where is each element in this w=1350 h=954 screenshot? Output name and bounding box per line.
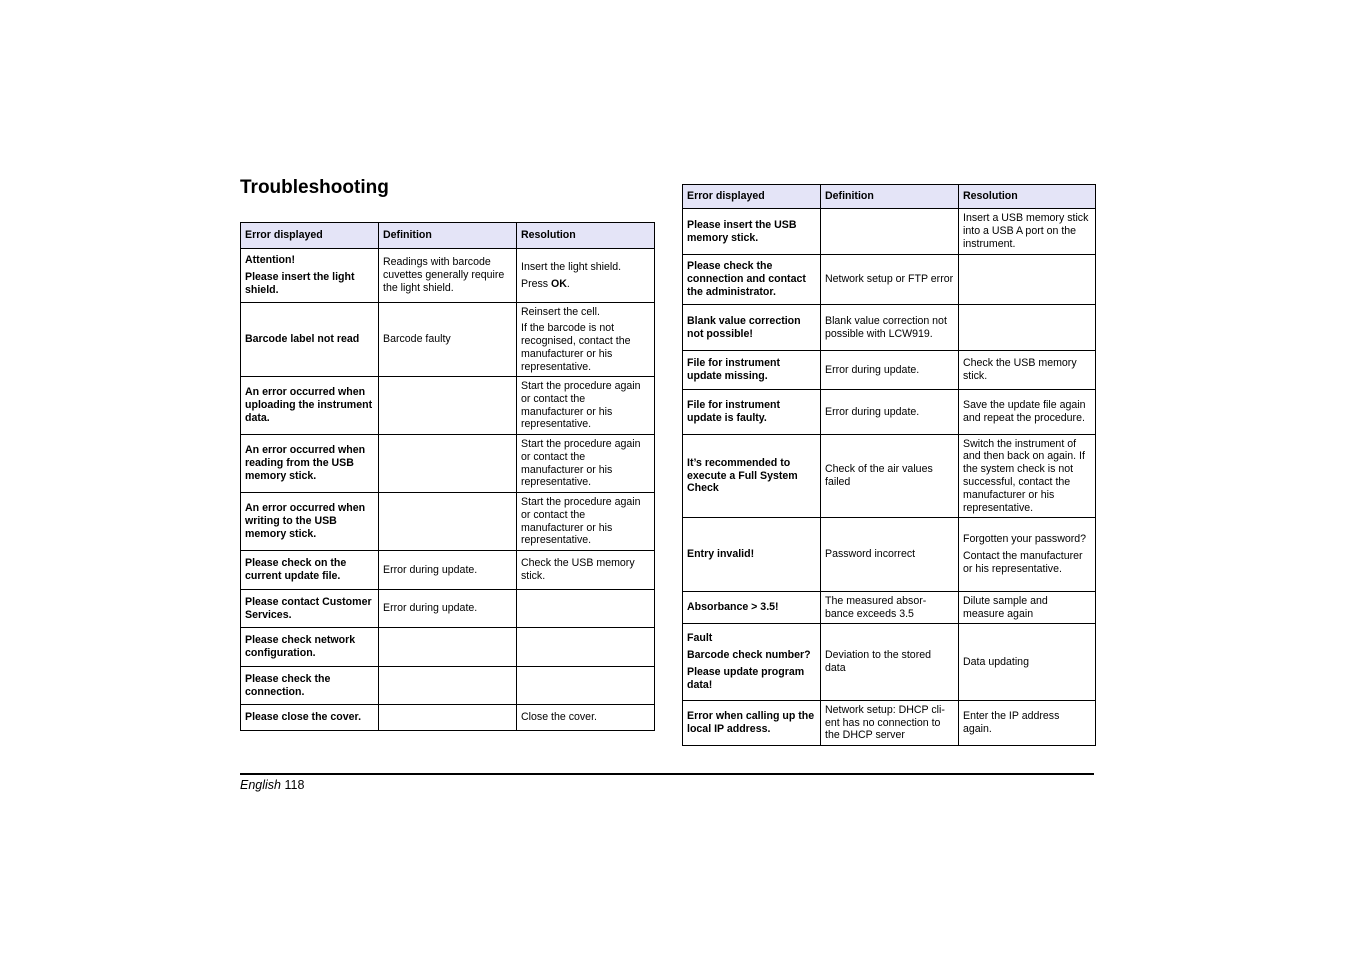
resolution-text: Insert a USB memory stick into a USB A port on the instrument. (963, 212, 1089, 250)
footer-page-number: 118 (284, 778, 305, 792)
resolution-text: Save the update file again and repeat the procedure. (963, 399, 1086, 424)
error-cell (683, 305, 821, 351)
error-text: Absorbance > 3.5! (687, 601, 779, 614)
error-text: It’s recommended to execute a Full System Check (687, 456, 798, 495)
table-row (683, 209, 1096, 255)
error-text: Error when calling up the local IP address. (687, 710, 815, 735)
definition-cell (379, 628, 517, 667)
header-error-displayed: Error displayed (241, 223, 379, 249)
error-cell (683, 701, 821, 746)
error-cell (241, 628, 379, 667)
error-cell (683, 592, 821, 624)
resolution-text: If the barcode is not recognised, contact the manufacturer or his representative. (521, 322, 631, 373)
error-text: Please contact Customer Services. (245, 595, 372, 621)
error-text: Barcode check number? (687, 649, 811, 662)
resolution-cell (517, 435, 655, 493)
error-text: An error occurred when writing to the USB memory stick. (245, 502, 366, 540)
definition-text: Blank value correction not possible with LCW919. (825, 314, 947, 340)
resolution-cell (959, 518, 1096, 592)
resolution-cell (517, 493, 655, 551)
error-text: Blank value correction not possible! (687, 314, 801, 340)
resolution-cell (959, 255, 1096, 305)
table-row (683, 624, 1096, 701)
resolution-cell (517, 551, 655, 590)
error-text: Entry invalid! (687, 548, 755, 561)
resolution-cell (517, 377, 655, 435)
resolution-cell (959, 305, 1096, 351)
table-row (241, 628, 655, 667)
resolution-text: Start the procedure again or contact the manufacturer or his representative. (521, 379, 641, 431)
table-row (241, 249, 655, 303)
table-row (241, 551, 655, 590)
error-text: Please check the connection. (245, 672, 331, 698)
definition-cell (821, 390, 959, 435)
resolution-text: Forgotten your password? (963, 533, 1087, 546)
resolution-text: Check the USB memory stick. (521, 557, 635, 582)
error-cell (241, 377, 379, 435)
error-cell (683, 624, 821, 701)
error-text: Please insert the light shield. (245, 271, 355, 296)
troubleshooting-table-right (682, 184, 1096, 746)
definition-cell (379, 377, 517, 435)
table-row (683, 701, 1096, 746)
resolution-text: Switch the instrument of and then back on again. If the system check is not successful, contact the manufacturer or his representative. (963, 437, 1085, 514)
definition-text: Error during update. (825, 363, 920, 376)
definition-cell (821, 305, 959, 351)
definition-text: Barcode faulty (383, 333, 451, 346)
error-text: Please check on the current update file. (245, 557, 347, 582)
error-cell (241, 303, 379, 377)
resolution-text: Start the procedure again or contact the manufacturer or his representative. (521, 495, 641, 547)
resolution-cell (517, 303, 655, 377)
table-row (683, 390, 1096, 435)
error-cell (683, 390, 821, 435)
error-cell (241, 249, 379, 303)
table-row (683, 592, 1096, 624)
error-text: An error occurred when reading from the USB memory stick. (245, 444, 366, 482)
definition-text: Check of the air values failed (825, 463, 933, 488)
resolution-text: Data updating (963, 655, 1029, 668)
footer-language: English (240, 778, 281, 792)
error-cell (241, 493, 379, 551)
resolution-cell (959, 592, 1096, 624)
resolution-text: Insert the light shield. (521, 260, 622, 273)
resolution-text: Dilute sample and measure again (963, 594, 1048, 620)
definition-cell (379, 493, 517, 551)
table-row (241, 435, 655, 493)
definition-text: Error during update. (383, 563, 478, 576)
definition-text: Deviation to the stored data (825, 649, 931, 674)
error-cell (683, 518, 821, 592)
error-cell (241, 551, 379, 590)
table-row (683, 518, 1096, 592)
resolution-cell (959, 435, 1096, 518)
resolution-text: Close the cover. (521, 711, 597, 724)
footer-rule (240, 773, 1094, 775)
error-text: An error occurred when uploading the instrument data. (245, 386, 373, 424)
definition-cell (821, 435, 959, 518)
error-text: Attention! (245, 254, 296, 267)
resolution-cell (517, 590, 655, 628)
error-cell (683, 209, 821, 255)
header-definition: Definition (821, 185, 959, 209)
table-row (683, 435, 1096, 518)
resolution-cell (517, 705, 655, 731)
resolution-cell (959, 701, 1096, 746)
resolution-cell (959, 209, 1096, 255)
error-cell (241, 667, 379, 705)
resolution-text: Reinsert the cell. (521, 305, 600, 318)
error-text: Barcode label not read (245, 333, 360, 346)
table-row (683, 351, 1096, 390)
error-text: Fault (687, 632, 713, 645)
page-footer (240, 778, 304, 792)
definition-text: Network setup: DHCP cli-ent has no connection to the DHCP server (825, 703, 945, 742)
error-cell (241, 705, 379, 731)
definition-text: Error during update. (825, 405, 920, 418)
table-row (241, 377, 655, 435)
definition-text: Readings with barcode cuvettes generally require the light shield. (383, 256, 505, 294)
resolution-cell (959, 351, 1096, 390)
definition-cell (821, 255, 959, 305)
resolution-text: Start the procedure again or contact the manufacturer or his representative. (521, 437, 641, 489)
resolution-cell (517, 249, 655, 303)
definition-cell (379, 667, 517, 705)
error-cell (683, 255, 821, 305)
error-text: Please insert the USB memory stick. (687, 218, 797, 244)
definition-text: Password incorrect (825, 548, 916, 561)
error-text: Please check the connection and contact the administrator. (687, 260, 806, 298)
resolution-cell (517, 628, 655, 667)
error-text: Please close the cover. (245, 711, 362, 724)
table-row (241, 705, 655, 731)
error-text: File for instrument update missing. (687, 357, 780, 382)
error-cell (683, 351, 821, 390)
definition-cell (821, 701, 959, 746)
header-definition: Definition (379, 223, 517, 249)
definition-cell (379, 435, 517, 493)
error-text: Please update program data! (687, 666, 805, 691)
header-resolution: Resolution (517, 223, 655, 249)
definition-cell (821, 592, 959, 624)
page-title: Troubleshooting (240, 177, 389, 198)
resolution-cell (959, 624, 1096, 701)
error-cell (683, 435, 821, 518)
definition-cell (821, 351, 959, 390)
resolution-text: Check the USB memory stick. (963, 357, 1077, 382)
definition-cell (379, 551, 517, 590)
definition-text: The measured absor-bance exceeds 3.5 (825, 594, 927, 620)
definition-cell (821, 518, 959, 592)
definition-cell (821, 209, 959, 255)
error-cell (241, 590, 379, 628)
definition-cell (379, 249, 517, 303)
definition-cell (379, 590, 517, 628)
table-row (683, 305, 1096, 351)
resolution-cell (959, 390, 1096, 435)
header-resolution: Resolution (959, 185, 1096, 209)
table-row (241, 493, 655, 551)
resolution-text: Press OK. (521, 277, 570, 290)
definition-cell (379, 303, 517, 377)
definition-cell (821, 624, 959, 701)
table-row (241, 303, 655, 377)
table-row (683, 255, 1096, 305)
error-text: File for instrument update is faulty. (687, 399, 780, 424)
table-row (241, 590, 655, 628)
error-cell (241, 435, 379, 493)
troubleshooting-table-left (240, 222, 655, 731)
table-row (241, 667, 655, 705)
definition-text: Network setup or FTP error (825, 273, 954, 286)
header-error-displayed: Error displayed (683, 185, 821, 209)
resolution-text: Contact the manufacturer or his representative. (963, 550, 1083, 575)
resolution-cell (517, 667, 655, 705)
definition-cell (379, 705, 517, 731)
error-text: Please check network configuration. (245, 634, 356, 659)
resolution-text: Enter the IP address again. (963, 710, 1060, 735)
definition-text: Error during update. (383, 602, 478, 615)
